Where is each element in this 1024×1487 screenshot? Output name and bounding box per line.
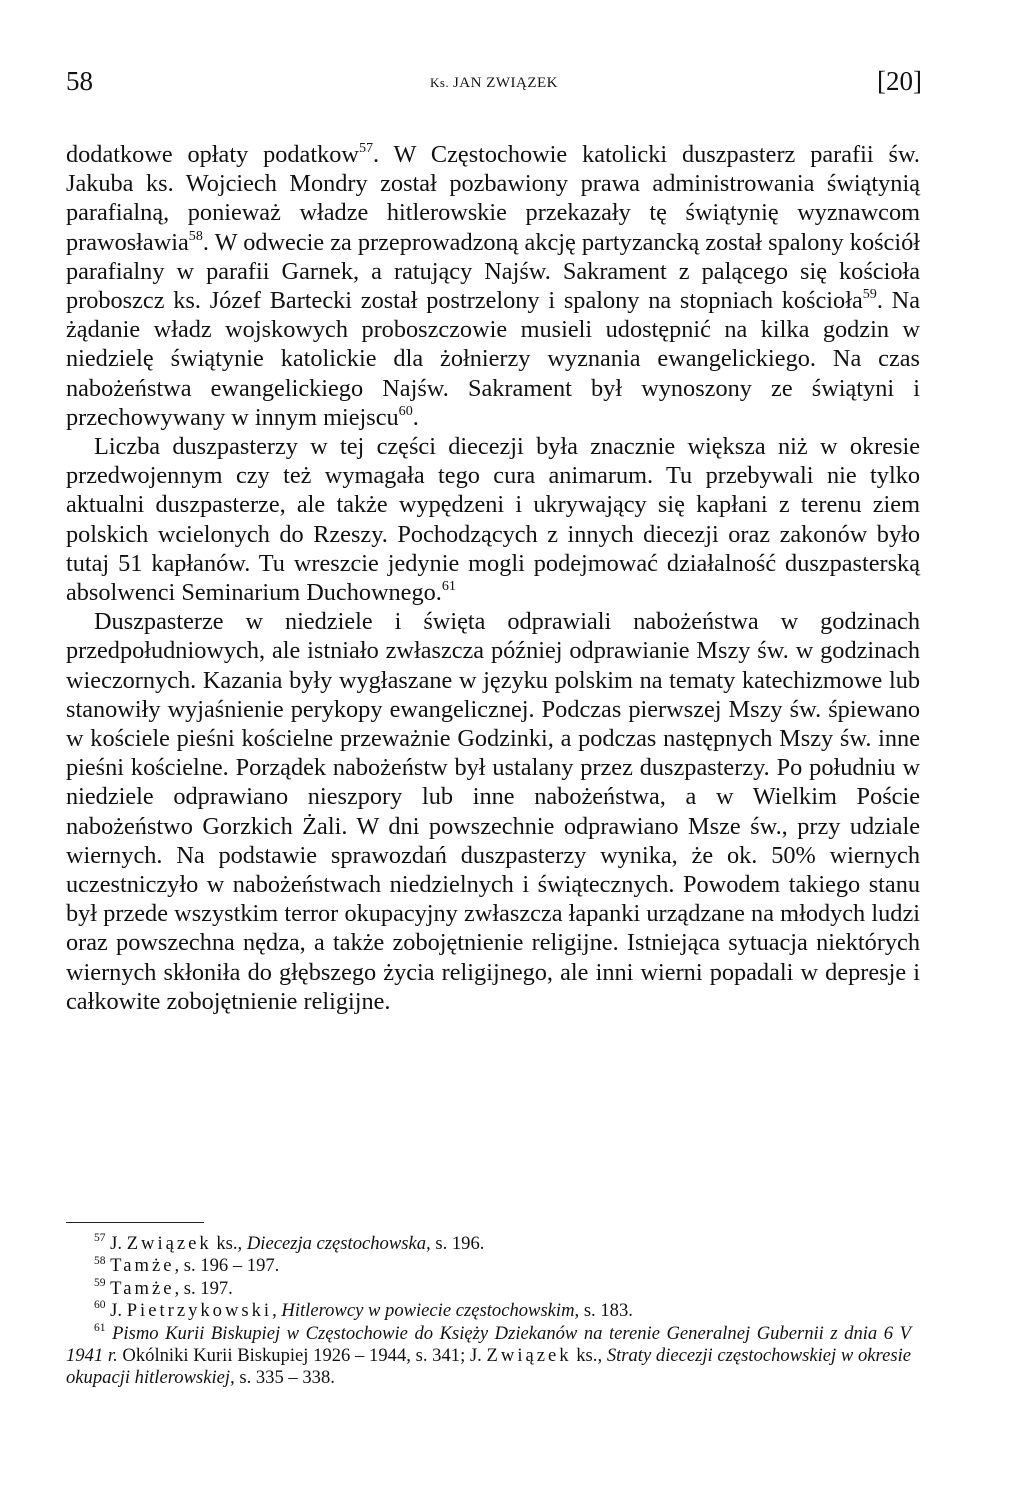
text-run: . <box>412 403 419 431</box>
footnote <box>66 1255 911 1277</box>
running-title-author: JAN ZWIĄZEK <box>452 75 558 91</box>
footnote-ref: 58 <box>188 227 203 244</box>
text-run: ks., <box>211 1233 247 1254</box>
author-name: Związek <box>126 1233 212 1254</box>
italic-title: Straty diecezji częstochowskiej w okresie okupacji hitlerowskiej, <box>66 1345 911 1389</box>
text-run: Okólniki Kurii Biskupiej 1926 – 1944, s. 341; J. <box>117 1345 487 1367</box>
footnotes <box>66 1233 911 1390</box>
footnote-ref: 60 <box>94 1299 106 1312</box>
italic-title: Hitlerowcy w powiecie częstochowskim, <box>281 1300 580 1322</box>
footnote-ref: 61 <box>441 578 456 595</box>
footnote-ref: 58 <box>94 1254 106 1267</box>
text-run: . W Częstochowie katolicki duszpasterz parafii św. Jakuba ks. Wojciech Mondry został pozbawiony prawa administrowania świątynią parafialną, ponieważ władze hitlerowskie przekazały tę świątynię wyznawcom prawosławia <box>66 141 920 256</box>
text-run: s. 183. <box>579 1300 633 1322</box>
paragraph <box>66 140 920 432</box>
footnote-ref: 57 <box>358 140 374 157</box>
italic-title: Pismo Kurii Biskupiej w Częstochowie do Księży Dziekanów na terenie Generalnej Gubernii z dnia 6 V 1941 r. <box>66 1322 911 1367</box>
footnote-ref: 57 <box>94 1232 106 1245</box>
page-number: 58 <box>66 66 93 96</box>
footnote-ref: 59 <box>862 286 877 303</box>
text-run: , s. 196 – 197. <box>174 1255 280 1277</box>
running-title <box>66 75 922 92</box>
text-run: Duszpasterze w niedziele i święta odprawiali nabożeństwa w godzinach przedpołudniowych, ale istniało zwłaszcza później odprawianie Mszy św. w godzinach wieczornych. Kazania były wygłaszane w języku polskim na tematy katechizmowe lub stanowiły wyjaśnienie perykopy ewangelicznej. Podczas pierwszej Mszy św. śpiewano w kościele pieśni kościelne przeważnie Godzinki, a podczas następnych Mszy św. inne pieśni kościelne. Porządek nabożeństw był ustalany przez duszpasterzy. Po południu w niedziele odprawiano nieszpory lub inne nabożeństwa, a w Wielkim Poście nabożeństwo Gorzkich Żali. W dni powszechnie odprawiano Msze św., przy udziale wiernych. Na podstawie sprawozdań duszpasterzy wynika, że ok. 50% wiernych uczestniczyło w nabożeństwach niedzielnych i świątecznych. Powodem takiego stanu był przede wszystkim terror okupacyjny zwłaszcza łapanki urządzane na młodych ludzi oraz powszechna nędza, a także zobojętnienie religijne. Istniejąca sytuacja niektórych wiernych skłoniła do głębszego życia religijnego, ale inni wierni popadali w depresje i całkowite zobojętnienie religijne. <box>66 608 920 1015</box>
text-run: Liczba duszpasterzy w tej części diecezji była znacznie większa niż w okresie przedwojennym czy też wymagała tego cura animarum. Tu przebywali nie tylko aktualni duszpasterze, ale także wypędzeni i ukrywający się kapłani z terenu ziem polskich wcielonych do Rzeszy. Pochodzących z innych diecezji oraz zakonów było tutaj 51 kapłanów. Tu wreszcie jedynie mogli podejmować działalność duszpasterską absolwenci Seminarium Duchownego. <box>66 433 920 607</box>
text-run: ks., <box>571 1345 607 1367</box>
text-run: dodatkowe opłaty podatkow <box>66 141 359 168</box>
footnote-ref: 60 <box>398 403 413 420</box>
body-text <box>66 140 920 1016</box>
section-number: [20] <box>877 66 922 96</box>
italic-title: Diecezja częstochowska, <box>246 1233 431 1254</box>
text-run: , <box>272 1300 282 1322</box>
footnote <box>66 1300 911 1322</box>
footnote-rule <box>66 1222 204 1223</box>
text-run: . Na żądanie władz wojskowych proboszczowie musieli udostępnić na kilka godzin w niedzielę świątynie katolickie dla żołnierzy wyznania ewangelickiego. Na czas nabożeństwa ewangelickiego Najśw. Sakrament był wynoszony ze świątyni i przechowywany w innym miejscu <box>66 287 920 431</box>
text-run: J. <box>105 1300 127 1322</box>
running-title-prefix: Ks. <box>429 75 453 90</box>
footnote <box>66 1323 911 1390</box>
footnote-ref: 59 <box>94 1277 106 1290</box>
text-run: s. 335 – 338. <box>234 1367 335 1389</box>
author-name: Tamże <box>110 1255 175 1277</box>
footnote <box>66 1233 911 1255</box>
text-run: , s. 197. <box>174 1277 233 1299</box>
text-run: . W odwecie za przeprowadzoną akcję partyzancką został spalony kościół parafialny w parafii Garnek, a ratujący Najśw. Sakrament z palącego się kościoła proboszcz ks. Józef Bartecki został postrzelony i spalony na stopniach kościoła <box>66 228 920 315</box>
author-name: Związek <box>486 1345 572 1367</box>
text-run: J. <box>105 1233 127 1254</box>
paragraph <box>66 432 920 607</box>
text-run: s. 196. <box>430 1233 485 1254</box>
author-name: Pietrzykowski <box>126 1300 273 1322</box>
footnote <box>66 1278 911 1300</box>
author-name: Tamże <box>110 1277 175 1299</box>
footnote-ref: 61 <box>94 1321 106 1334</box>
paragraph <box>66 607 920 1016</box>
running-head <box>66 66 922 106</box>
